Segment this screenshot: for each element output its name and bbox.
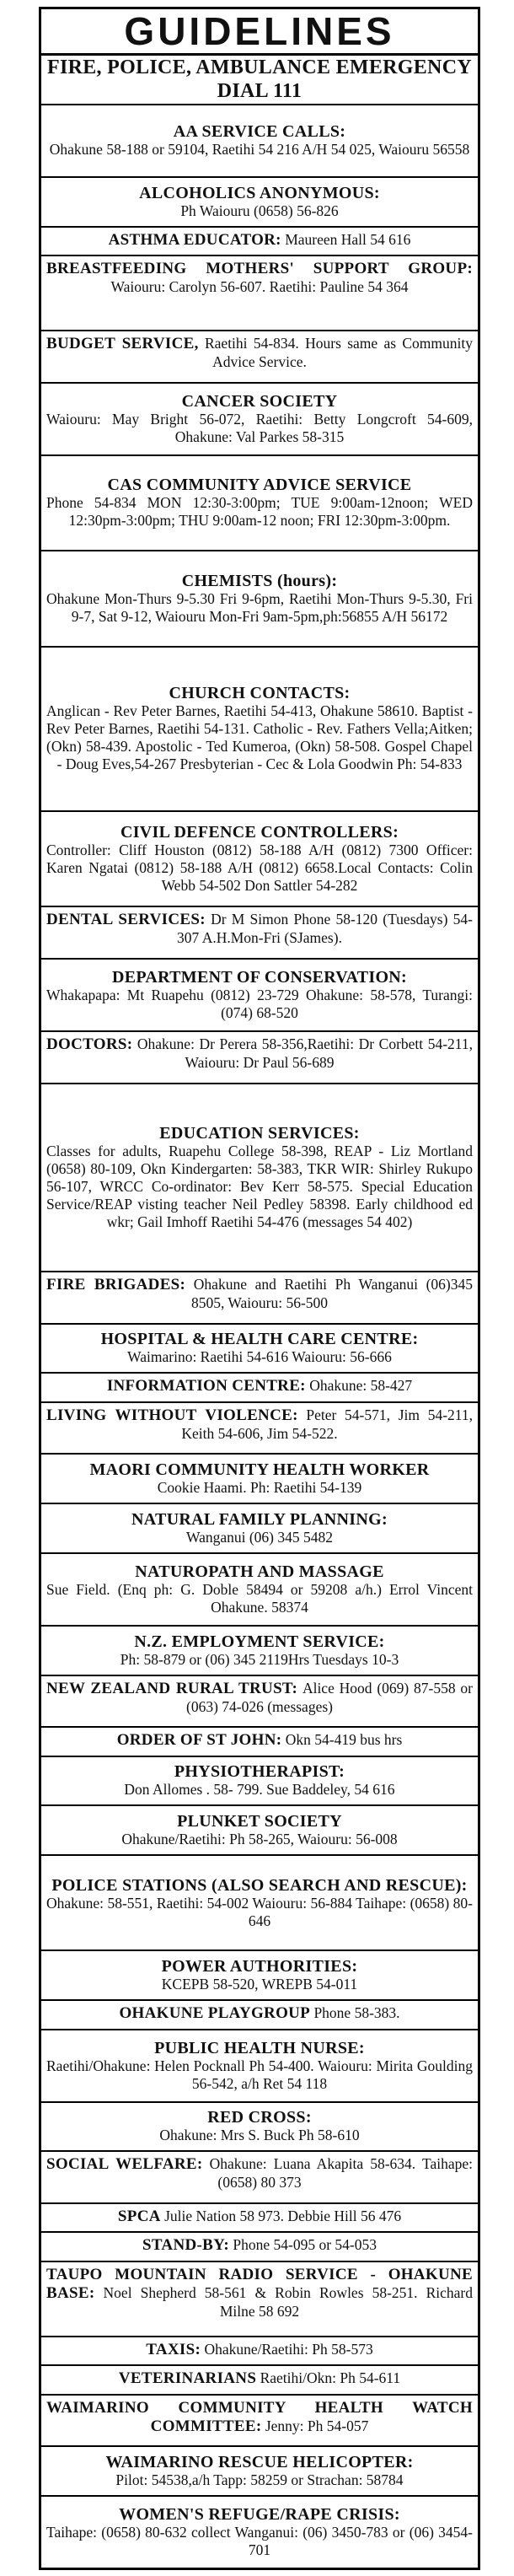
- list-item: [41, 2262, 478, 2337]
- list-item: [41, 1325, 478, 1374]
- list-item: [41, 2366, 478, 2395]
- entry-heading: POLICE STATIONS (ALSO SEARCH AND RESCUE):: [51, 1875, 468, 1895]
- list-item: [41, 56, 478, 105]
- list-item: [41, 1806, 478, 1856]
- list-item: [41, 1676, 478, 1729]
- entry-heading: ALCOHOLICS ANONYMOUS:: [139, 183, 380, 202]
- entry-text: Dr M Simon Phone 58-120 (Tuesdays) 54-307 A.H.Mon-Fri (SJames).: [177, 911, 473, 947]
- list-item: [41, 1403, 478, 1455]
- entry-text: Controller: Cliff Houston (0812) 58-188 A/H (0812) 7300 Officer: Karen Ngatai (0812) 58-188 A/H (0812) 6658.Local Contacts: Colin Webb 54-502 Don Sattler 54-282: [46, 842, 473, 895]
- entry-heading: DENTAL SERVICES:: [46, 911, 206, 929]
- entry-text: Julie Nation 58 973. Debbie Hill 56 476: [164, 2208, 402, 2225]
- entry-text: Alice Hood (069) 87-558 or (063) 74-026 (messages): [186, 1679, 473, 1715]
- entry-heading: CHEMISTS (hours):: [181, 571, 338, 590]
- entry-heading: PLUNKET SOCIETY: [177, 1812, 342, 1831]
- list-item: [41, 1757, 478, 1807]
- entry-text: Waiouru: May Bright 56-072, Raetihi: Betty Longcroft 54-609, Ohakune: Val Parkes 58-315: [46, 410, 473, 445]
- entry-heading: PUBLIC HEALTH NURSE:: [154, 2038, 365, 2057]
- entry-text: Sue Field. (Enq ph: G. Doble 58494 or 59208 a/h.) Errol Vincent Ohakune. 58374: [46, 1580, 473, 1616]
- list-item: [41, 456, 478, 551]
- entry-heading: CHURCH CONTACTS:: [169, 684, 351, 703]
- list-item: [41, 105, 478, 178]
- entry-heading: N.Z. EMPLOYMENT SERVICE:: [134, 1632, 385, 1651]
- entry-heading: NEW ZEALAND RURAL TRUST:: [46, 1679, 298, 1697]
- list-item: [41, 648, 478, 813]
- list-item: [41, 228, 478, 256]
- entry-text: Ohakune: Dr Perera 58-356,Raetihi: Dr Corbett 54-211, Waiouru: Dr Paul 56-689: [137, 1035, 473, 1072]
- list-item: [41, 2233, 478, 2261]
- entries-list: [41, 56, 478, 2568]
- entry-text: Ohakune 58-188 or 59104, Raetihi 54 216 A/H 54 025, Waiouru 56558: [49, 141, 470, 159]
- entry-text: Wanganui (06) 345 5482: [185, 1528, 334, 1546]
- entry-text: Pilot: 54538,a/h Tapp: 58259 or Strachan: 58784: [115, 2471, 404, 2489]
- entry-heading: DEPARTMENT OF CONSERVATION:: [111, 968, 408, 987]
- entry-heading: WAIMARINO RESCUE HELICOPTER:: [105, 2453, 414, 2472]
- entry-text: Ph Waiouru (0658) 56-826: [180, 202, 339, 219]
- entry-heading: STAND-BY:: [142, 2236, 229, 2255]
- list-item: [41, 1951, 478, 2001]
- list-item: [41, 256, 478, 331]
- entry-text: Noel Shepherd 58-561 & Robin Rowles 58-251. Richard Milne 58 692: [103, 2283, 474, 2320]
- list-item: [41, 2497, 478, 2568]
- list-item: [41, 1272, 478, 1325]
- entry-heading: POWER AUTHORITIES:: [161, 1957, 358, 1976]
- entry-text: Okn 54-419 bus hrs: [285, 1731, 403, 1749]
- entry-text: Anglican - Rev Peter Barnes, Raetihi 54-413, Ohakune 58610. Baptist - Rev Peter Barnes, Raetihi 54-131. Catholic - Rev. Fathers Vella;Aitken; (Okn) 58-439. Apostolic - Ted Kumeroa, (Okn) 58-508. Gospel Chapel - Doug Eves,54-267 Presbyterian - Cec & Lola Goodwin Ph: 54-833: [46, 702, 473, 773]
- entry-text: Don Allomes . 58- 799. Sue Baddeley, 54 616: [124, 1781, 395, 1799]
- entry-heading: MAORI COMMUNITY HEALTH WORKER: [89, 1460, 430, 1480]
- entry-text: Ohakune/Raetihi: Ph 58-265, Waiouru: 56-008: [121, 1831, 398, 1848]
- list-item: [41, 2447, 478, 2497]
- guidelines-frame: [39, 7, 480, 2570]
- entry-heading: BUDGET SERVICE,: [46, 334, 199, 352]
- list-item: [41, 551, 478, 647]
- list-item: [41, 178, 478, 228]
- entry-heading: CANCER SOCIETY: [181, 391, 338, 411]
- list-item: [41, 331, 478, 384]
- entry-text: Ohakune/Raetihi: Ph 58-573: [204, 2340, 373, 2358]
- entry-heading: AA SERVICE CALLS:: [173, 122, 346, 142]
- list-item: [41, 907, 478, 960]
- list-item: [41, 2337, 478, 2366]
- entry-heading: SOCIAL WELFARE:: [46, 2155, 203, 2174]
- entry-text: Maureen Hall 54 616: [285, 230, 411, 248]
- entry-text: Jenny: Ph 54-057: [265, 2417, 369, 2434]
- entry-heading: WAIMARINO COMMUNITY HEALTH WATCH COMMITTEE:: [46, 2398, 473, 2435]
- entry-heading: PHYSIOTHERAPIST:: [174, 1762, 345, 1782]
- page-title: GUIDELINES: [41, 9, 478, 56]
- list-item: [41, 1627, 478, 1676]
- entry-heading: HOSPITAL & HEALTH CARE CENTRE:: [100, 1330, 419, 1349]
- list-item: [41, 2152, 478, 2204]
- entry-text: Ohakune: Mrs S. Buck Ph 58-610: [159, 2127, 360, 2144]
- entry-heading: FIRE, POLICE, AMBULANCE EMERGENCY DIAL 111: [47, 56, 472, 103]
- list-item: [41, 2103, 478, 2153]
- entry-heading: FIRE BRIGADES:: [46, 1275, 186, 1293]
- list-item: [41, 1032, 478, 1084]
- list-item: [41, 1504, 478, 1554]
- entry-text: KCEPB 58-520, WREPB 54-011: [161, 1976, 358, 1993]
- entry-text: Waiouru: Carolyn 56-607. Raetihi: Pauline 54 364: [110, 277, 409, 295]
- entry-heading: DOCTORS:: [46, 1035, 133, 1054]
- entry-heading: CIVIL DEFENCE CONTROLLERS:: [120, 823, 399, 842]
- entry-text: Ohakune: 58-551, Raetihi: 54-002 Waiouru: 56-884 Taihape: (0658) 80-646: [46, 1894, 473, 1929]
- entry-text: Phone 58-383.: [313, 2004, 400, 2022]
- entry-heading: ASTHMA EDUCATOR:: [108, 230, 281, 249]
- entry-heading: TAUPO MOUNTAIN RADIO SERVICE - OHAKUNE BASE:: [46, 2265, 473, 2302]
- entry-text: Whakapapa: Mt Ruapehu (0812) 23-729 Ohakune: 58-578, Turangi: (074) 68-520: [46, 987, 473, 1022]
- entry-text: Ohakune: 58-427: [309, 1377, 413, 1395]
- entry-heading: TAXIS:: [146, 2340, 201, 2358]
- entry-text: Phone 54-095 or 54-053: [233, 2236, 377, 2254]
- entry-text: Raetihi/Okn: Ph 54-611: [260, 2369, 401, 2387]
- list-item: [41, 2030, 478, 2103]
- list-item: [41, 1728, 478, 1756]
- entry-text: Classes for adults, Ruapehu College 58-398, REAP - Liz Mortland (0658) 80-109, Okn Kindergarten: 58-383, TKR WIR: Shirley Rukupo 56-107, WRCC Co-ordinator: Bev Kerr 58-575. Special Education Service/REAP visting teacher Neil Pedley 58398. Early childhood ed wkr; Gail Imhoff Raetihi 54-476 (messages 54 402): [46, 1142, 473, 1230]
- entry-heading: NATUROPATH AND MASSAGE: [135, 1562, 384, 1581]
- entry-text: Cookie Haami. Ph: Raetihi 54-139: [157, 1479, 362, 1497]
- entry-text: Phone 54-834 MON 12:30-3:00pm; TUE 9:00am-12noon; WED 12:30pm-3:00pm; THU 9:00am-12 noon; FRI 12:30pm-3:00pm.: [46, 494, 473, 530]
- entry-heading: LIVING WITHOUT VIOLENCE:: [46, 1406, 298, 1424]
- entry-text: Raetihi 54-834. Hours same as Community Advice Service.: [204, 334, 474, 370]
- entry-text: Raetihi/Ohakune: Helen Pocknall Ph 54-400. Waiouru: Mirita Goulding 56-542, a/h Ret 54 118: [46, 2057, 473, 2092]
- list-item: [41, 1455, 478, 1504]
- entry-text: Ohakune: Luana Akapita 58-634. Taihape: (0658) 80 373: [209, 2155, 473, 2191]
- entry-heading: VETERINARIANS: [118, 2369, 257, 2388]
- entry-text: Ph: 58-879 or (06) 345 2119Hrs Tuesdays 10-3: [120, 1650, 399, 1668]
- list-item: [41, 1374, 478, 1402]
- entry-text: Ohakune Mon-Thurs 9-5.30 Fri 9-6pm, Raetihi Mon-Thurs 9-5.30, Fri 9-7, Sat 9-12, Waiouru Mon-Fri 9am-5pm,ph:56855 A/H 56172: [46, 589, 473, 625]
- entry-heading: INFORMATION CENTRE:: [106, 1377, 306, 1396]
- list-item: [41, 1554, 478, 1627]
- entry-heading: BREASTFEEDING MOTHERS' SUPPORT GROUP:: [46, 259, 473, 277]
- entry-heading: RED CROSS:: [207, 2108, 312, 2127]
- list-item: [41, 1856, 478, 1951]
- entry-heading: WOMEN'S REFUGE/RAPE CRISIS:: [119, 2505, 400, 2525]
- entry-text: Peter 54-571, Jim 54-211, Keith 54-606, Jim 54-522.: [181, 1406, 473, 1442]
- list-item: [41, 2204, 478, 2233]
- list-item: [41, 1084, 478, 1272]
- entry-text: Ohakune and Raetihi Ph Wanganui (06)345 8505, Waiouru: 56-500: [190, 1275, 473, 1311]
- list-item: [41, 812, 478, 907]
- list-item: [41, 384, 478, 456]
- entry-text: Waimarino: Raetihi 54-616 Waiouru: 56-666: [127, 1348, 392, 1366]
- entry-text: Taihape: (0658) 80-632 collect Wanganui: (06) 3450-783 or (06) 3454-701: [46, 2524, 473, 2559]
- entry-heading: NATURAL FAMILY PLANNING:: [131, 1509, 388, 1529]
- list-item: [41, 2396, 478, 2448]
- entry-heading: ORDER OF ST JOHN:: [116, 1731, 282, 1750]
- list-item: [41, 960, 478, 1032]
- entry-heading: OHAKUNE PLAYGROUP: [119, 2004, 311, 2023]
- entry-heading: EDUCATION SERVICES:: [159, 1123, 360, 1143]
- entry-heading: SPCA: [117, 2208, 161, 2226]
- list-item: [41, 2001, 478, 2030]
- entry-heading: CAS COMMUNITY ADVICE SERVICE: [107, 476, 412, 495]
